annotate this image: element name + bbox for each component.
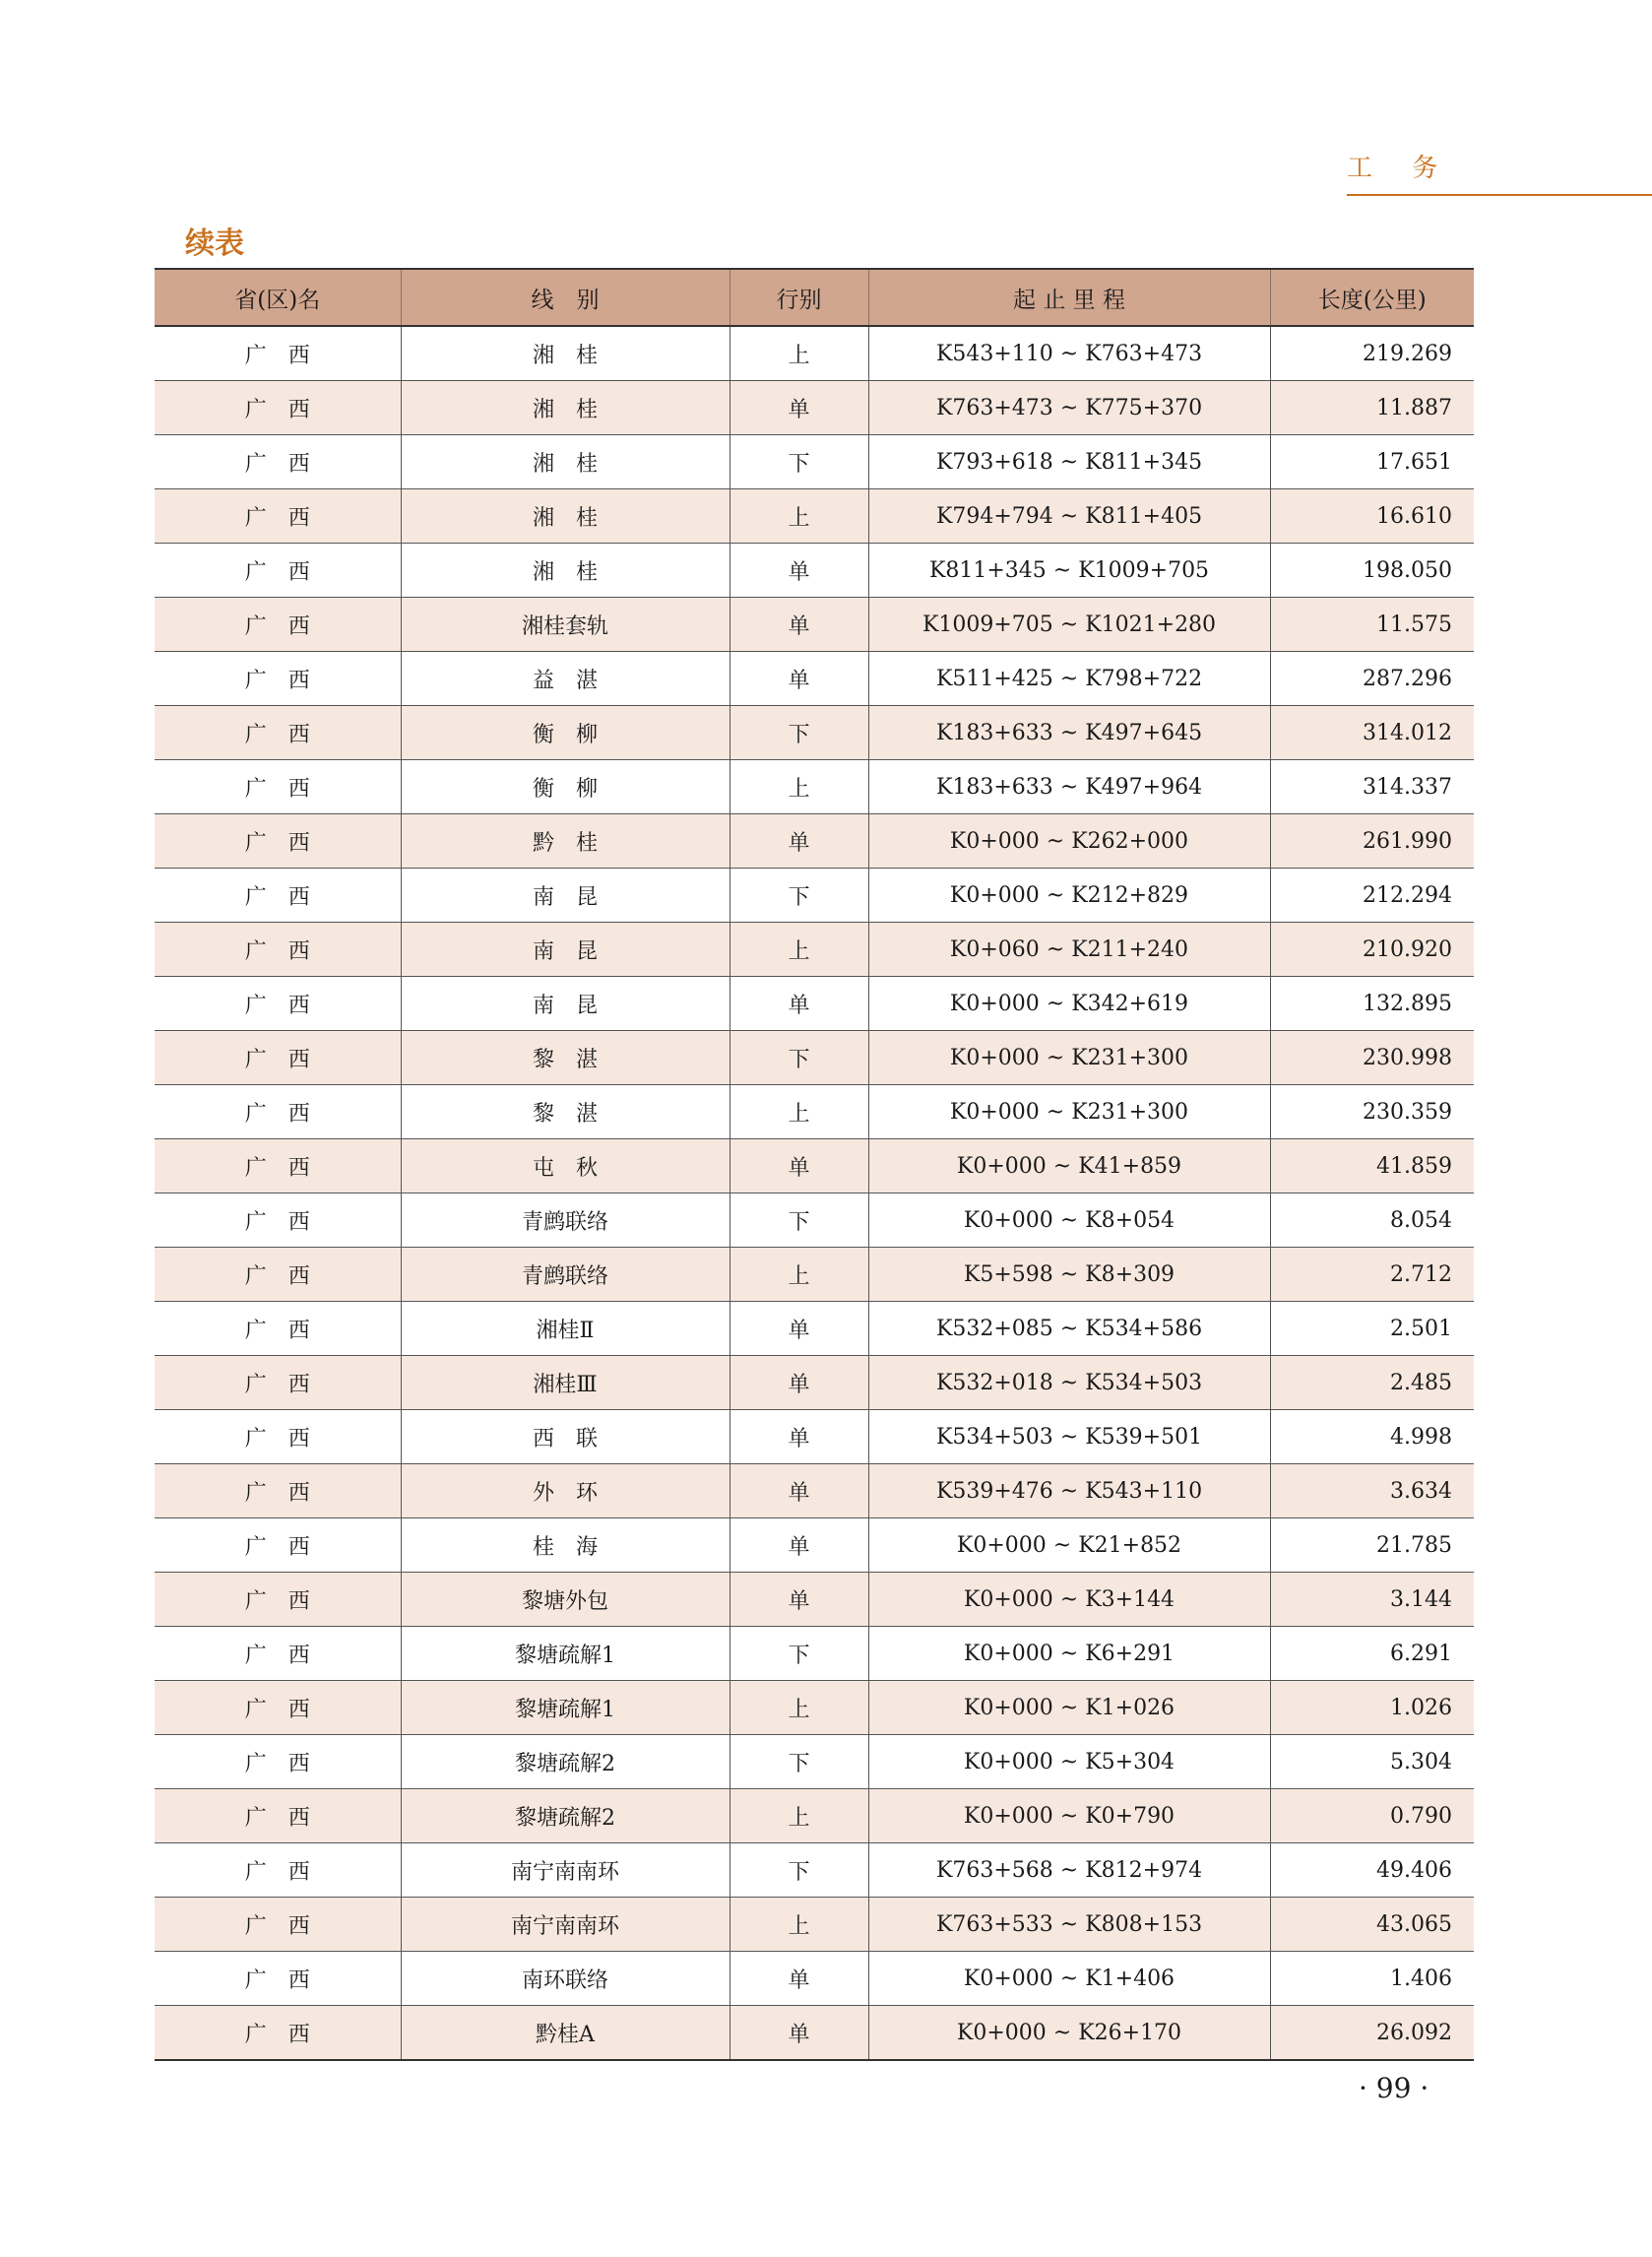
length-cell: 230.359 — [1270, 1085, 1474, 1139]
province-cell: 广 西 — [155, 706, 401, 760]
mileage-range-cell: K763+533 ~ K808+153 — [868, 1898, 1270, 1952]
mileage-range-cell: K0+000 ~ K0+790 — [868, 1789, 1270, 1843]
province-cell: 广 西 — [155, 1573, 401, 1627]
table-row — [155, 1898, 1474, 1952]
length-cell: 17.651 — [1270, 435, 1474, 489]
direction-cell: 上 — [730, 489, 868, 544]
table-row — [155, 977, 1474, 1031]
length-cell: 210.920 — [1270, 923, 1474, 977]
line-cell: 黎塘疏解2 — [401, 1735, 730, 1789]
table-row — [155, 1031, 1474, 1085]
length-cell: 1.406 — [1270, 1952, 1474, 2006]
table-row — [155, 1843, 1474, 1898]
table-row — [155, 2006, 1474, 2061]
line-cell: 黔 桂 — [401, 814, 730, 869]
length-cell: 21.785 — [1270, 1518, 1474, 1573]
mileage-range-cell: K0+000 ~ K3+144 — [868, 1573, 1270, 1627]
province-cell: 广 西 — [155, 326, 401, 381]
province-cell: 广 西 — [155, 1735, 401, 1789]
line-cell: 青鹧联络 — [401, 1193, 730, 1248]
province-cell: 广 西 — [155, 1627, 401, 1681]
line-cell: 湘 桂 — [401, 489, 730, 544]
table-row — [155, 1735, 1474, 1789]
length-cell: 0.790 — [1270, 1789, 1474, 1843]
province-cell: 广 西 — [155, 381, 401, 435]
line-cell: 湘 桂 — [401, 326, 730, 381]
line-cell: 湘 桂 — [401, 435, 730, 489]
line-cell: 外 环 — [401, 1464, 730, 1518]
province-cell: 广 西 — [155, 1681, 401, 1735]
length-cell: 198.050 — [1270, 544, 1474, 598]
direction-cell: 下 — [730, 706, 868, 760]
table-row — [155, 381, 1474, 435]
line-cell: 益 湛 — [401, 652, 730, 706]
table-row — [155, 1193, 1474, 1248]
direction-cell: 单 — [730, 1518, 868, 1573]
length-cell: 230.998 — [1270, 1031, 1474, 1085]
direction-cell: 单 — [730, 977, 868, 1031]
table-row — [155, 1085, 1474, 1139]
table-row — [155, 923, 1474, 977]
direction-cell: 上 — [730, 760, 868, 814]
line-cell: 黎塘疏解1 — [401, 1627, 730, 1681]
mileage-range-cell: K811+345 ~ K1009+705 — [868, 544, 1270, 598]
province-cell: 广 西 — [155, 1193, 401, 1248]
line-cell: 湘桂Ⅱ — [401, 1302, 730, 1356]
length-cell: 3.144 — [1270, 1573, 1474, 1627]
line-cell: 湘桂Ⅲ — [401, 1356, 730, 1410]
mileage-range-cell: K763+568 ~ K812+974 — [868, 1843, 1270, 1898]
province-cell: 广 西 — [155, 977, 401, 1031]
line-cell: 桂 海 — [401, 1518, 730, 1573]
line-cell: 南 昆 — [401, 923, 730, 977]
province-cell: 广 西 — [155, 598, 401, 652]
table-row — [155, 489, 1474, 544]
direction-cell: 单 — [730, 381, 868, 435]
mileage-range-cell: K0+000 ~ K231+300 — [868, 1031, 1270, 1085]
province-cell: 广 西 — [155, 1789, 401, 1843]
direction-cell: 下 — [730, 1193, 868, 1248]
province-cell: 广 西 — [155, 652, 401, 706]
length-cell: 1.026 — [1270, 1681, 1474, 1735]
table-row — [155, 1464, 1474, 1518]
province-cell: 广 西 — [155, 760, 401, 814]
province-cell: 广 西 — [155, 489, 401, 544]
province-cell: 广 西 — [155, 2006, 401, 2061]
mileage-range-cell: K543+110 ~ K763+473 — [868, 326, 1270, 381]
continued-caption: 续表 — [185, 226, 244, 261]
mileage-range-cell: K0+000 ~ K5+304 — [868, 1735, 1270, 1789]
mileage-range-cell: K763+473 ~ K775+370 — [868, 381, 1270, 435]
length-cell: 11.575 — [1270, 598, 1474, 652]
table-row — [155, 1139, 1474, 1193]
province-cell: 广 西 — [155, 1356, 401, 1410]
table-row — [155, 1952, 1474, 2006]
direction-cell: 单 — [730, 1302, 868, 1356]
table-row — [155, 1573, 1474, 1627]
direction-cell: 上 — [730, 1248, 868, 1302]
length-cell: 43.065 — [1270, 1898, 1474, 1952]
length-cell: 16.610 — [1270, 489, 1474, 544]
line-cell: 黎塘外包 — [401, 1573, 730, 1627]
length-cell: 6.291 — [1270, 1627, 1474, 1681]
table-row — [155, 1248, 1474, 1302]
column-header-direction: 行别 — [730, 269, 868, 326]
line-cell: 南宁南南环 — [401, 1843, 730, 1898]
table-row — [155, 544, 1474, 598]
line-cell: 南宁南南环 — [401, 1898, 730, 1952]
length-cell: 314.337 — [1270, 760, 1474, 814]
length-cell: 5.304 — [1270, 1735, 1474, 1789]
line-cell: 屯 秋 — [401, 1139, 730, 1193]
province-cell: 广 西 — [155, 1248, 401, 1302]
line-cell: 南 昆 — [401, 977, 730, 1031]
province-cell: 广 西 — [155, 1952, 401, 2006]
line-cell: 黎 湛 — [401, 1085, 730, 1139]
table-row — [155, 1410, 1474, 1464]
direction-cell: 单 — [730, 814, 868, 869]
column-header-line: 线 别 — [401, 269, 730, 326]
line-cell: 黎 湛 — [401, 1031, 730, 1085]
mileage-range-cell: K0+000 ~ K342+619 — [868, 977, 1270, 1031]
direction-cell: 上 — [730, 1898, 868, 1952]
mileage-range-cell: K511+425 ~ K798+722 — [868, 652, 1270, 706]
table-row — [155, 1302, 1474, 1356]
direction-cell: 单 — [730, 1410, 868, 1464]
section-header: 工 务 — [1347, 154, 1454, 183]
table-row — [155, 1789, 1474, 1843]
mileage-range-cell: K183+633 ~ K497+645 — [868, 706, 1270, 760]
length-cell: 49.406 — [1270, 1843, 1474, 1898]
province-cell: 广 西 — [155, 1843, 401, 1898]
province-cell: 广 西 — [155, 1518, 401, 1573]
direction-cell: 下 — [730, 869, 868, 923]
column-header-length: 长度(公里) — [1270, 269, 1474, 326]
direction-cell: 单 — [730, 544, 868, 598]
length-cell: 314.012 — [1270, 706, 1474, 760]
mileage-range-cell: K0+000 ~ K6+291 — [868, 1627, 1270, 1681]
province-cell: 广 西 — [155, 814, 401, 869]
table-row — [155, 1681, 1474, 1735]
mileage-range-cell: K5+598 ~ K8+309 — [868, 1248, 1270, 1302]
line-cell: 湘 桂 — [401, 381, 730, 435]
line-cell: 黎塘疏解2 — [401, 1789, 730, 1843]
length-cell: 11.887 — [1270, 381, 1474, 435]
direction-cell: 单 — [730, 1356, 868, 1410]
length-cell: 41.859 — [1270, 1139, 1474, 1193]
line-cell: 衡 柳 — [401, 760, 730, 814]
line-cell: 湘 桂 — [401, 544, 730, 598]
table-row — [155, 1356, 1474, 1410]
table-row — [155, 598, 1474, 652]
province-cell: 广 西 — [155, 1085, 401, 1139]
mileage-range-cell: K183+633 ~ K497+964 — [868, 760, 1270, 814]
direction-cell: 上 — [730, 1681, 868, 1735]
line-cell: 黔桂A — [401, 2006, 730, 2061]
page-number: · 99 · — [1359, 2072, 1430, 2104]
mileage-range-cell: K532+085 ~ K534+586 — [868, 1302, 1270, 1356]
length-cell: 2.712 — [1270, 1248, 1474, 1302]
mileage-range-cell: K0+000 ~ K1+026 — [868, 1681, 1270, 1735]
mileage-range-cell: K534+503 ~ K539+501 — [868, 1410, 1270, 1464]
table-row — [155, 1627, 1474, 1681]
direction-cell: 上 — [730, 1085, 868, 1139]
line-cell: 南 昆 — [401, 869, 730, 923]
direction-cell: 单 — [730, 2006, 868, 2061]
mileage-range-cell: K539+476 ~ K543+110 — [868, 1464, 1270, 1518]
length-cell: 212.294 — [1270, 869, 1474, 923]
line-cell: 黎塘疏解1 — [401, 1681, 730, 1735]
length-cell: 287.296 — [1270, 652, 1474, 706]
province-cell: 广 西 — [155, 923, 401, 977]
length-cell: 4.998 — [1270, 1410, 1474, 1464]
direction-cell: 单 — [730, 1952, 868, 2006]
length-cell: 261.990 — [1270, 814, 1474, 869]
mileage-range-cell: K0+000 ~ K1+406 — [868, 1952, 1270, 2006]
length-cell: 219.269 — [1270, 326, 1474, 381]
province-cell: 广 西 — [155, 544, 401, 598]
table-row — [155, 706, 1474, 760]
length-cell: 2.501 — [1270, 1302, 1474, 1356]
mileage-range-cell: K0+000 ~ K26+170 — [868, 2006, 1270, 2061]
mileage-range-cell: K0+000 ~ K41+859 — [868, 1139, 1270, 1193]
column-header-province: 省(区)名 — [155, 269, 401, 326]
direction-cell: 单 — [730, 652, 868, 706]
direction-cell: 单 — [730, 598, 868, 652]
mileage-range-cell: K0+060 ~ K211+240 — [868, 923, 1270, 977]
province-cell: 广 西 — [155, 1031, 401, 1085]
mileage-range-cell: K1009+705 ~ K1021+280 — [868, 598, 1270, 652]
province-cell: 广 西 — [155, 1464, 401, 1518]
table-row — [155, 652, 1474, 706]
mileage-range-cell: K793+618 ~ K811+345 — [868, 435, 1270, 489]
length-cell: 26.092 — [1270, 2006, 1474, 2061]
province-cell: 广 西 — [155, 1302, 401, 1356]
direction-cell: 单 — [730, 1573, 868, 1627]
mileage-range-cell: K0+000 ~ K212+829 — [868, 869, 1270, 923]
mileage-range-cell: K0+000 ~ K8+054 — [868, 1193, 1270, 1248]
column-header-mileage-range: 起 止 里 程 — [868, 269, 1270, 326]
section-rule — [1347, 194, 1652, 196]
mileage-range-cell: K0+000 ~ K21+852 — [868, 1518, 1270, 1573]
table-body — [155, 326, 1474, 2060]
direction-cell: 单 — [730, 1464, 868, 1518]
line-cell: 青鹧联络 — [401, 1248, 730, 1302]
length-cell: 8.054 — [1270, 1193, 1474, 1248]
direction-cell: 上 — [730, 923, 868, 977]
table-header-row — [155, 269, 1474, 326]
table-row — [155, 1518, 1474, 1573]
table-row — [155, 326, 1474, 381]
line-cell: 西 联 — [401, 1410, 730, 1464]
length-cell: 132.895 — [1270, 977, 1474, 1031]
railway-table — [155, 268, 1474, 2061]
line-cell: 衡 柳 — [401, 706, 730, 760]
length-cell: 2.485 — [1270, 1356, 1474, 1410]
mileage-range-cell: K0+000 ~ K262+000 — [868, 814, 1270, 869]
province-cell: 广 西 — [155, 1410, 401, 1464]
province-cell: 广 西 — [155, 1898, 401, 1952]
table-row — [155, 435, 1474, 489]
mileage-range-cell: K0+000 ~ K231+300 — [868, 1085, 1270, 1139]
province-cell: 广 西 — [155, 869, 401, 923]
direction-cell: 上 — [730, 1789, 868, 1843]
line-cell: 湘桂套轨 — [401, 598, 730, 652]
province-cell: 广 西 — [155, 1139, 401, 1193]
direction-cell: 上 — [730, 326, 868, 381]
direction-cell: 单 — [730, 1139, 868, 1193]
mileage-range-cell: K532+018 ~ K534+503 — [868, 1356, 1270, 1410]
mileage-range-cell: K794+794 ~ K811+405 — [868, 489, 1270, 544]
direction-cell: 下 — [730, 1627, 868, 1681]
table-row — [155, 869, 1474, 923]
direction-cell: 下 — [730, 435, 868, 489]
direction-cell: 下 — [730, 1031, 868, 1085]
direction-cell: 下 — [730, 1735, 868, 1789]
line-cell: 南环联络 — [401, 1952, 730, 2006]
table-row — [155, 814, 1474, 869]
province-cell: 广 西 — [155, 435, 401, 489]
length-cell: 3.634 — [1270, 1464, 1474, 1518]
table-row — [155, 760, 1474, 814]
direction-cell: 下 — [730, 1843, 868, 1898]
